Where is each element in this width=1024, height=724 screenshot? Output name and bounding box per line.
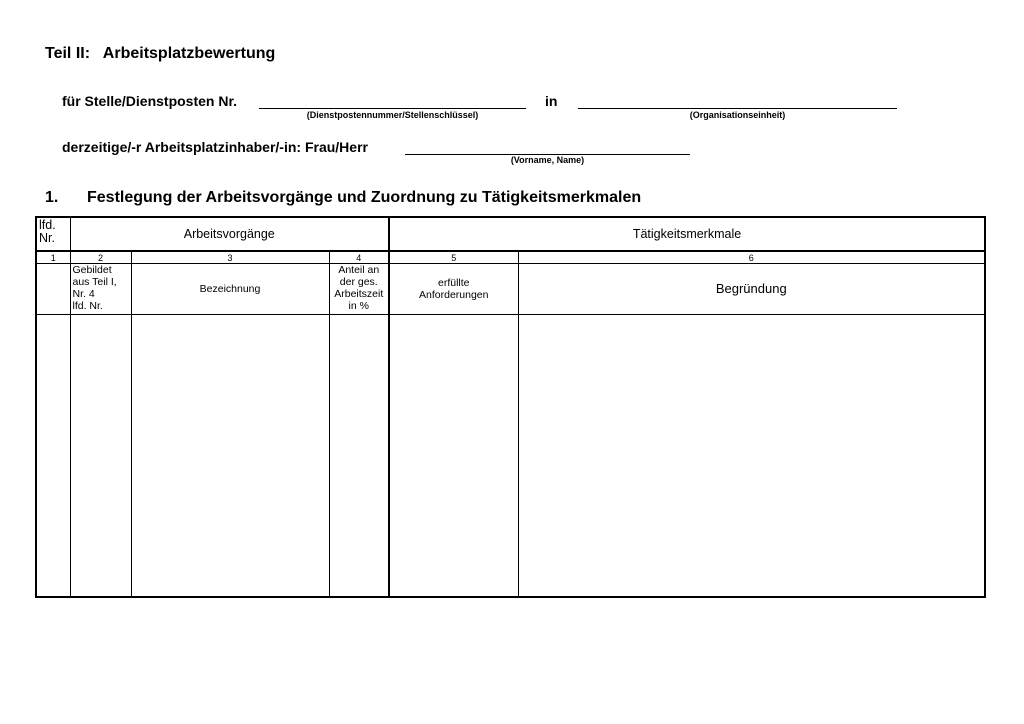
title-prefix: Teil II:: [45, 45, 91, 62]
cell-gebildet[interactable]: [70, 315, 131, 598]
lfd-nr-header: lfd. Nr.: [36, 217, 70, 251]
taetigkeitsmerkmale-header: Tätigkeitsmerkmale: [389, 217, 985, 251]
col4-label: Anteil an der ges. Arbeitszeit in %: [329, 264, 389, 315]
page-title: [45, 45, 275, 63]
cell-anforderungen[interactable]: [389, 315, 518, 598]
column-number-row: [36, 251, 985, 264]
title-text: Arbeitsplatzbewertung: [102, 45, 276, 62]
col-number-2: 2: [70, 251, 131, 264]
col-number-3: 3: [131, 251, 329, 264]
stelle-label: für Stelle/Dienstposten Nr.: [62, 93, 238, 109]
stelle-input-line[interactable]: [259, 108, 526, 109]
col5-label: erfüllte Anforderungen: [389, 264, 518, 315]
cell-bezeichnung[interactable]: [131, 315, 329, 598]
section-title: Festlegung der Arbeitsvorgänge und Zuordnung zu Tätigkeitsmerkmalen: [87, 189, 642, 206]
section-number: 1.: [45, 189, 59, 206]
col-number-1: 1: [36, 251, 70, 264]
arbeitsvorgaenge-header: Arbeitsvorgänge: [70, 217, 389, 251]
col1-label: [36, 264, 70, 315]
col-number-5: 5: [389, 251, 518, 264]
arbeitsvorgaenge-table: [35, 216, 986, 598]
column-label-row: [36, 264, 985, 315]
cell-anteil[interactable]: [329, 315, 389, 598]
in-label: in: [545, 93, 558, 109]
inhaber-label: derzeitige/-r Arbeitsplatzinhaber/-in: Frau/Herr: [62, 139, 368, 155]
cell-begruendung[interactable]: [518, 315, 985, 598]
org-hint: (Organisationseinheit): [689, 110, 786, 120]
col-number-6: 6: [518, 251, 985, 264]
col3-label: Bezeichnung: [131, 264, 329, 315]
col2-label: Gebildet aus Teil I, Nr. 4 lfd. Nr.: [70, 264, 131, 315]
stelle-hint: (Dienstpostennummer/Stellenschlüssel): [306, 110, 479, 120]
table-body-row: [36, 315, 985, 598]
cell-lfd-nr[interactable]: [36, 315, 70, 598]
table-header-row: [36, 217, 985, 251]
name-hint: (Vorname, Name): [510, 155, 585, 165]
col6-label: Begründung: [518, 264, 985, 315]
col-number-4: 4: [329, 251, 389, 264]
org-input-line[interactable]: [578, 108, 897, 109]
